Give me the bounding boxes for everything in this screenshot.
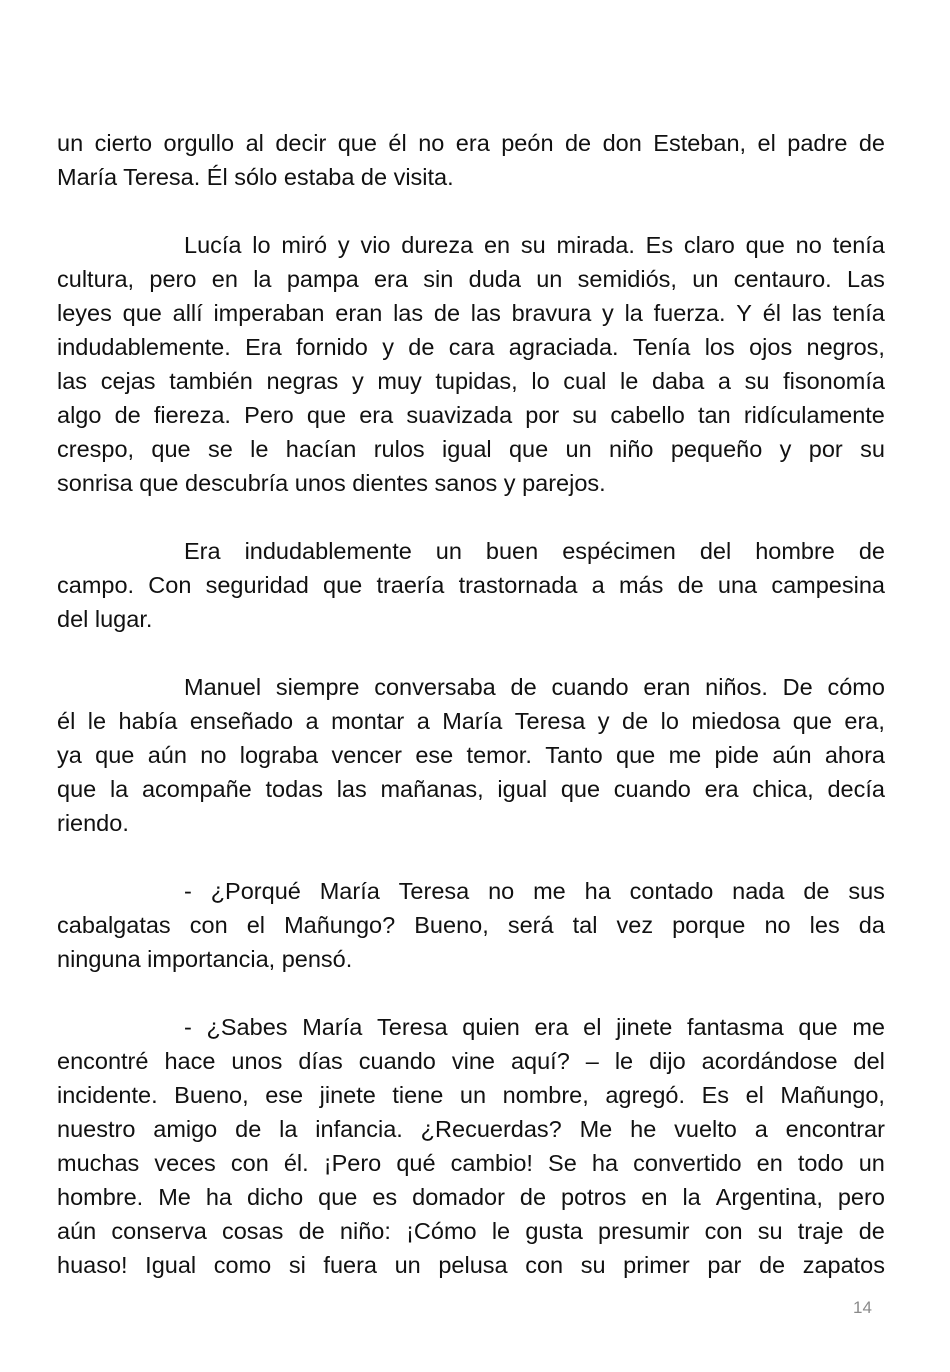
text-line: ya que aún no lograba vencer ese temor. Tanto que me pide aún ahora <box>57 742 885 768</box>
text-line: que la acompañe todas las mañanas, igual que cuando era chica, decía <box>57 776 885 802</box>
text-line: cultura, pero en la pampa era sin duda un semidiós, un centauro. Las <box>57 266 885 292</box>
text-line: ninguna importancia, pensó. <box>57 946 353 972</box>
paragraph-gap <box>57 976 885 1010</box>
text-line: campo. Con seguridad que traería trastornada a más de una campesina <box>57 572 885 598</box>
text-line: del lugar. <box>57 606 153 632</box>
text-line: riendo. <box>57 810 129 836</box>
text-line: aún conserva cosas de niño: ¡Cómo le gusta presumir con su traje de <box>57 1218 885 1244</box>
text-line: sonrisa que descubría unos dientes sanos y parejos. <box>57 470 606 496</box>
text-line: un cierto orgullo al decir que él no era peón de don Esteban, el padre de <box>57 130 885 156</box>
text-line: Lucía lo miró y vio dureza en su mirada. Es claro que no tenía <box>184 232 885 258</box>
paragraph-gap <box>57 840 885 874</box>
text-line: huaso! Igual como si fuera un pelusa con su primer par de zapatos <box>57 1252 885 1278</box>
text-line: crespo, que se le hacían rulos igual que un niño pequeño y por su <box>57 436 885 462</box>
text-line: incidente. Bueno, ese jinete tiene un nombre, agregó. Es el Mañungo, <box>57 1082 885 1108</box>
text-line: algo de fiereza. Pero que era suavizada por su cabello tan ridículamente <box>57 402 885 428</box>
paragraph-gap <box>57 194 885 228</box>
text-line: leyes que allí imperaban eran las de las bravura y la fuerza. Y él las tenía <box>57 300 885 326</box>
paragraph <box>57 1010 885 1282</box>
paragraph <box>57 126 885 194</box>
page-number: 14 <box>853 1298 872 1317</box>
text-line: él le había enseñado a montar a María Teresa y de lo miedosa que era, <box>57 708 885 734</box>
text-line: encontré hace unos días cuando vine aquí? – le dijo acordándose del <box>57 1048 885 1074</box>
text-line: muchas veces con él. ¡Pero qué cambio! Se ha convertido en todo un <box>57 1150 885 1176</box>
text-line: María Teresa. Él sólo estaba de visita. <box>57 164 454 190</box>
text-line: indudablemente. Era fornido y de cara agraciada. Tenía los ojos negros, <box>57 334 885 360</box>
text-line: cabalgatas con el Mañungo? Bueno, será tal vez porque no les da <box>57 912 885 938</box>
text-line: nuestro amigo de la infancia. ¿Recuerdas? Me he vuelto a encontrar <box>57 1116 885 1142</box>
text-line: Era indudablemente un buen espécimen del hombre de <box>184 538 885 564</box>
paragraph <box>57 670 885 840</box>
paragraph <box>57 534 885 636</box>
text-line: - ¿Sabes María Teresa quien era el jinete fantasma que me <box>184 1014 885 1040</box>
paragraph-gap <box>57 500 885 534</box>
page-body <box>57 126 885 1282</box>
text-line: las cejas también negras y muy tupidas, lo cual le daba a su fisonomía <box>57 368 885 394</box>
text-line: Manuel siempre conversaba de cuando eran niños. De cómo <box>184 674 885 700</box>
paragraph <box>57 874 885 976</box>
text-line: - ¿Porqué María Teresa no me ha contado nada de sus <box>184 878 885 904</box>
text-line: hombre. Me ha dicho que es domador de potros en la Argentina, pero <box>57 1184 885 1210</box>
paragraph <box>57 228 885 500</box>
paragraph-gap <box>57 636 885 670</box>
